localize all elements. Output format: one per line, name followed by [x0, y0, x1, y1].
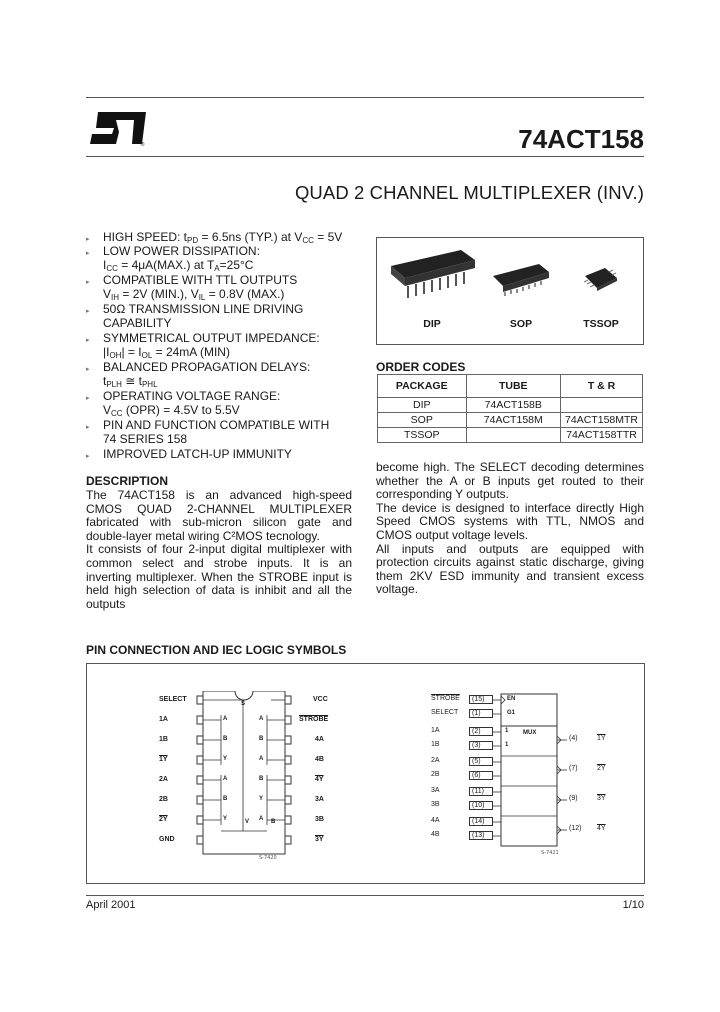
feature-text: OL: [141, 351, 153, 361]
table-cell: DIP: [378, 398, 467, 413]
iec-logic-symbol: [431, 692, 631, 862]
iec-input-pin: (10): [469, 801, 493, 810]
chip-inner-label: Y: [259, 796, 264, 802]
feature-text: V: [103, 287, 112, 302]
iec-output-pin: (9): [569, 795, 578, 802]
feature-text: IL: [198, 293, 206, 303]
feature-item: [86, 418, 366, 446]
feature-text: t: [103, 374, 107, 389]
feature-text: HIGH SPEED: t: [103, 230, 188, 244]
bullet-icon: ▸: [86, 337, 90, 344]
feature-text: |I: [103, 345, 110, 360]
tssop-package-image: [584, 268, 617, 291]
column-header: TUBE: [466, 375, 561, 398]
chip-inner-label: A: [223, 776, 228, 782]
description-right-column: [376, 461, 644, 597]
footer-rule: [86, 895, 644, 896]
feature-line: [103, 447, 366, 461]
iec-input-pin: (1): [469, 709, 493, 718]
feature-text: CAPABILITY: [103, 316, 172, 331]
footer-page-number: 1/10: [622, 899, 644, 911]
iec-output-pin: (7): [569, 765, 578, 772]
iec-output-label: 4Y: [597, 825, 606, 832]
feature-text: | = I: [121, 345, 142, 360]
column-header: T & R: [561, 375, 643, 398]
feature-text: PLH: [106, 380, 122, 390]
feature-text: = 6.5ns (TYP.) at V: [198, 230, 303, 244]
bullet-icon: ▸: [86, 279, 90, 286]
page-title: QUAD 2 CHANNEL MULTIPLEXER (INV.): [294, 182, 644, 203]
feature-text: BALANCED PROPAGATION DELAYS:: [103, 360, 311, 374]
feature-text: 50Ω TRANSMISSION LINE DRIVING: [103, 302, 304, 316]
feature-item: [86, 244, 366, 276]
feature-text: =25°C: [219, 258, 254, 273]
table-cell: SOP: [378, 413, 467, 428]
table-cell: 74ACT158B: [466, 398, 561, 413]
feature-text: COMPATIBLE WITH TTL OUTPUTS: [103, 273, 298, 287]
feature-text: PHL: [141, 380, 158, 390]
bullet-icon: ▸: [86, 366, 90, 373]
feature-text: LOW POWER DISSIPATION:: [103, 244, 260, 258]
pin-label-left: 1A: [159, 716, 168, 723]
feature-line: [103, 316, 366, 330]
table-cell: [466, 428, 561, 443]
feature-text: IMPROVED LATCH-UP IMMUNITY: [103, 447, 292, 461]
description-paragraph: become high. The SELECT decoding determines whether the A or B inputs get routed to their corresponding Y outputs.: [376, 460, 644, 502]
pin-label-left: 1Y: [159, 756, 168, 763]
pin-label-right: 3B: [315, 816, 324, 823]
pin-label-right: STROBE: [299, 716, 329, 723]
feature-text: PIN AND FUNCTION COMPATIBLE WITH: [103, 418, 330, 432]
iec-output-pin: (12): [569, 825, 582, 832]
dip-label: DIP: [423, 318, 441, 330]
sop-label: SOP: [509, 318, 533, 330]
pin-label-right: 3Y: [315, 836, 324, 843]
top-rule: [86, 97, 644, 98]
iec-input-pin: (6): [469, 771, 493, 780]
feature-line: [103, 432, 366, 446]
svg-text:S-7421: S-7421: [541, 850, 559, 856]
feature-text: OH: [109, 351, 122, 361]
dip-outline: [159, 691, 379, 861]
st-logo: [86, 106, 148, 148]
table-cell: 74ACT158TTR: [561, 428, 643, 443]
bullet-icon: ▸: [86, 250, 90, 257]
pin-label-left: SELECT: [159, 696, 187, 703]
iec-input-label: 4B: [431, 831, 440, 838]
iec-input-pin: (13): [469, 831, 493, 840]
table-cell: 74ACT158M: [466, 413, 561, 428]
pin-label-left: 2B: [159, 796, 168, 803]
pin-label-left: 2A: [159, 776, 168, 783]
feature-text: (OPR) = 4.5V to 5.5V: [122, 403, 240, 418]
chip-inner-label: B: [271, 819, 276, 825]
chip-inner-label: A: [223, 716, 228, 722]
feature-text: = 2V (MIN.), V: [119, 287, 199, 302]
iec-input-label: 4A: [431, 817, 440, 824]
table-cell: [561, 398, 643, 413]
description-paragraph: The 74ACT158 is an advanced high-speed CMOS QUAD 2-CHANNEL MULTIPLEXER fabricated with sub-micron silicon gate and double-layer metal wiring C²MOS tecnology.: [86, 488, 352, 543]
pin-label-left: 1B: [159, 736, 168, 743]
iec-one-label: 1: [505, 728, 509, 734]
iec-input-pin: (5): [469, 757, 493, 766]
feature-line: [103, 418, 366, 432]
table-header-row: [378, 375, 643, 398]
feature-item: [86, 389, 366, 421]
pin-label-right: 4B: [315, 756, 324, 763]
feature-text: = 24mA (MIN): [152, 345, 230, 360]
iec-g-label: G1: [507, 710, 516, 716]
feature-text: ≅ t: [121, 374, 142, 389]
dip-package-image: [391, 250, 475, 298]
feature-text: CC: [106, 264, 118, 274]
iec-output-label: 2Y: [597, 765, 606, 772]
pin-diagram-box: [86, 663, 645, 884]
column-header: PACKAGE: [378, 375, 467, 398]
description-left-column: [86, 489, 352, 611]
iec-input-pin: (2): [469, 727, 493, 736]
bullet-icon: ▸: [86, 424, 90, 431]
feature-text: I: [103, 258, 107, 273]
order-codes-table: [377, 374, 643, 443]
order-codes-heading: ORDER CODES: [376, 360, 466, 374]
header-rule: [86, 156, 644, 157]
chip-inner-label: Y: [223, 816, 228, 822]
bullet-icon: ▸: [86, 236, 90, 243]
iec-output-pin: (4): [569, 735, 578, 742]
table-cell: TSSOP: [378, 428, 467, 443]
table-row: [378, 428, 643, 443]
pin-label-left: 2Y: [159, 816, 168, 823]
chip-inner-label: A: [259, 816, 264, 822]
sop-package-image: [493, 264, 549, 296]
feature-line: [103, 331, 366, 345]
description-paragraph: All inputs and outputs are equipped with protection circuits against static discharge, giving them 2KV ESD immunity and transient excess voltage.: [376, 541, 644, 597]
chip-inner-label: B: [259, 736, 264, 742]
feature-item: [86, 447, 366, 461]
pin-label-right: 3A: [315, 796, 324, 803]
feature-line: [103, 273, 366, 287]
pin-section-heading: PIN CONNECTION AND IEC LOGIC SYMBOLS: [86, 643, 347, 657]
iec-one-b-label: 1: [505, 742, 509, 748]
feature-line: [103, 302, 366, 316]
chip-inner-label: B: [223, 796, 228, 802]
iec-input-pin: (3): [469, 741, 493, 750]
table-row: [378, 398, 643, 413]
description-paragraph: The device is designed to interface directly High Speed CMOS systems with TTL, NMOS and CMOS output voltage levels.: [376, 500, 644, 542]
iec-output-label: 3Y: [597, 795, 606, 802]
feature-line: [103, 360, 366, 374]
bullet-icon: ▸: [86, 308, 90, 315]
svg-text:S-7420: S-7420: [259, 855, 277, 861]
table-cell: 74ACT158MTR: [561, 413, 643, 428]
feature-text: OPERATING VOLTAGE RANGE:: [103, 389, 281, 403]
feature-text: V: [103, 403, 112, 418]
pin-label-right: VCC: [313, 696, 328, 703]
iec-input-label: 1B: [431, 741, 440, 748]
iec-input-pin: (15): [469, 695, 493, 704]
feature-text: CC: [302, 236, 314, 245]
feature-item: [86, 331, 366, 363]
chip-inner-label: B: [259, 776, 264, 782]
feature-text: = 4μA(MAX.) at T: [117, 258, 215, 273]
description-paragraph: It consists of four 2-input digital multiplexer with common select and strobe inputs. It is an inverting multiplexer. When the STROBE input is held high selection of data is inhibit and all the outputs: [86, 542, 352, 611]
feature-text: IH: [111, 293, 120, 303]
chip-inner-label: B: [223, 736, 228, 742]
iec-input-label: 2B: [431, 771, 440, 778]
iec-input-label: STROBE: [431, 695, 460, 702]
pin-label-left: GND: [159, 836, 175, 843]
pin-connection-diagram: [159, 691, 379, 861]
tssop-label: TSSOP: [583, 318, 619, 330]
iec-input-label: 2A: [431, 757, 440, 764]
iec-input-label: 3A: [431, 787, 440, 794]
chip-inner-label: Y: [223, 756, 228, 762]
iec-input-label: 1A: [431, 727, 440, 734]
iec-input-label: 3B: [431, 801, 440, 808]
chip-inner-label: A: [259, 756, 264, 762]
chip-inner-label: V: [245, 819, 250, 825]
iec-output-label: 1Y: [597, 735, 606, 742]
feature-line: [103, 244, 366, 258]
bullet-icon: ▸: [86, 453, 90, 460]
feature-text: = 5V: [313, 230, 343, 244]
feature-text: PD: [187, 236, 199, 245]
description-heading: DESCRIPTION: [86, 474, 169, 488]
pin-label-right: 4A: [315, 736, 324, 743]
iec-block-outline: [431, 692, 631, 862]
iec-input-label: SELECT: [431, 709, 459, 716]
feature-text: A: [214, 264, 220, 274]
feature-item: [86, 273, 366, 305]
iec-en-label: EN: [507, 696, 516, 702]
feature-item: [86, 302, 366, 330]
bullet-icon: ▸: [86, 395, 90, 402]
feature-line: [103, 389, 366, 403]
feature-text: SYMMETRICAL OUTPUT IMPEDANCE:: [103, 331, 320, 345]
pin-label-right: 4Y: [315, 776, 324, 783]
chip-inner-label: S: [241, 701, 246, 707]
iec-input-pin: (11): [469, 787, 493, 796]
feature-text: CC: [111, 409, 123, 419]
part-number: 74ACT158: [518, 124, 644, 154]
svg-text:®: ®: [140, 142, 145, 148]
iec-input-pin: (14): [469, 817, 493, 826]
footer-date: April 2001: [86, 899, 136, 911]
iec-mux-label: MUX: [523, 730, 537, 736]
feature-text: = 0.8V (MAX.): [205, 287, 285, 302]
chip-inner-label: A: [259, 716, 264, 722]
feature-item: [86, 360, 366, 392]
feature-text: 74 SERIES 158: [103, 432, 188, 447]
table-row: [378, 413, 643, 428]
package-box: [376, 237, 644, 345]
